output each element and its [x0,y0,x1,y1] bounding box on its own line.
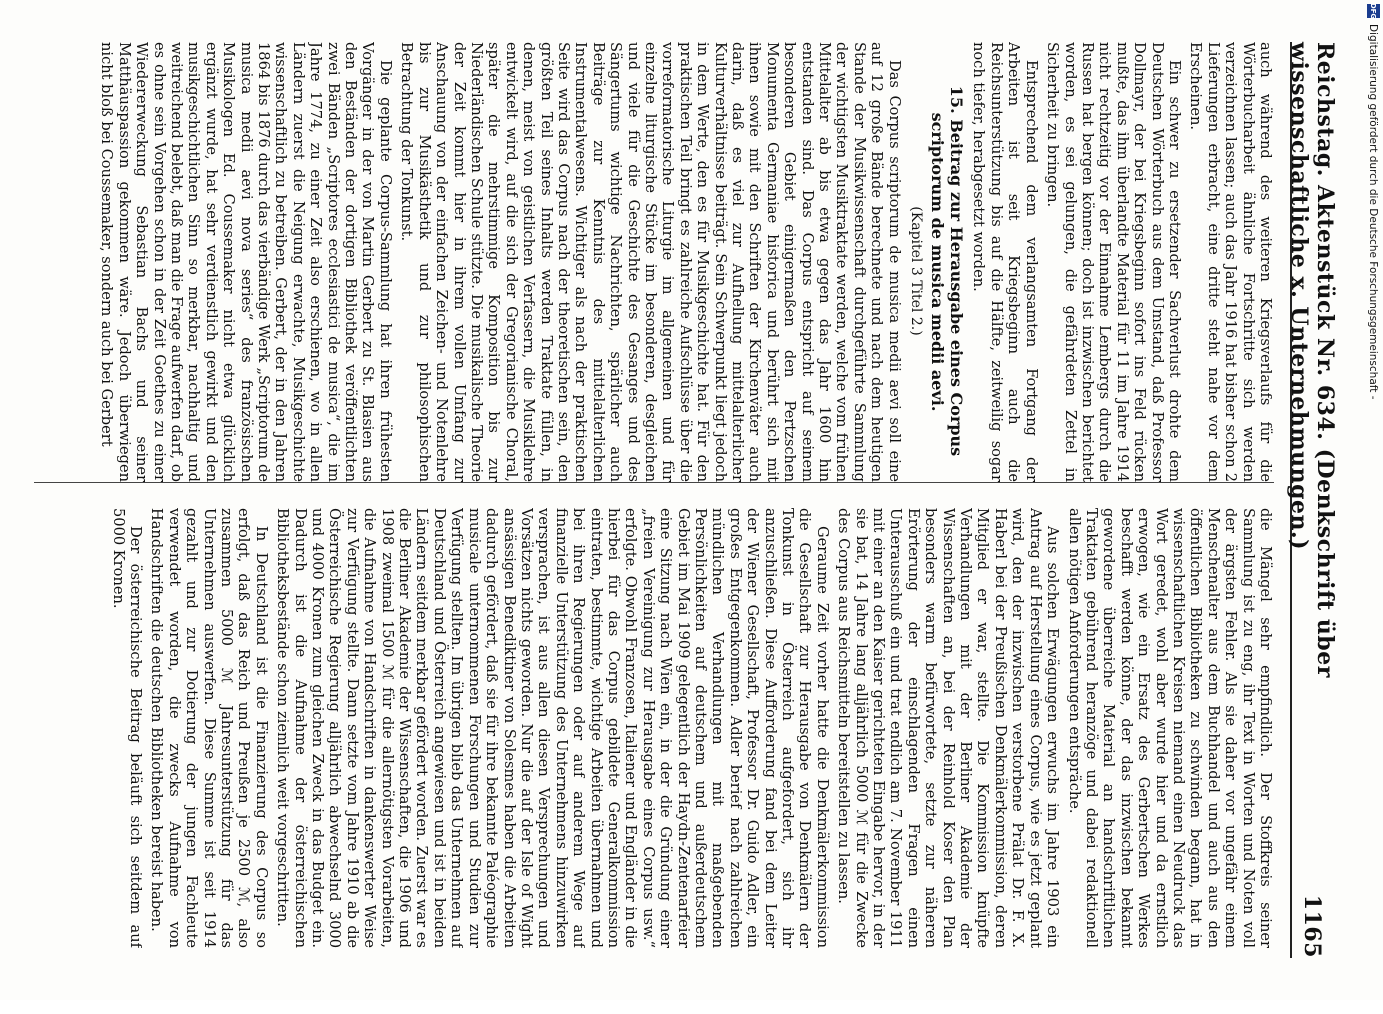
paragraph: Die geplante Corpus-Sammlung hat ihren frühesten Vorgänger in der von Martin Gerbert zu St. Blasien aus den Beständen der dortigen Bibliothek veröffentlichten zwei Bänden „Scriptores ecclesiastici de musica“, die im Jahre 1774, zu einer Zeit also erschienen, wo in allen Ländern zuerst die Neigung erwachte, Musikgeschichte wissenschaftlich zu betreiben. Gerbert, der in den Jahren 1864 bis 1876 durch das vierbändige Werk „Scriptorum de musica medii aevi nova series“ des französischen Musikologen Ed. Coussemaker nicht etwa glücklich ergänzt wurde, hat sehr verdienstlich gewirkt und den musikgeschichtlichen Sinn so merkbar, nachhaltig und weitreichend belebt, daß man die Frage aufwerfen darf, ob es ohne sein Vorgehen schon in der Zeit Goethes zu einer Wiedererweckung Sebastian Bachs und seiner Matthäuspassion gekommen wäre. Jedoch überwiegen nicht bloß bei Coussemaker, sondern auch bei Gerbert [98,42,394,482]
dfg-logo: DFG [1367,4,1380,18]
paragraph: In Deutschland ist die Finanzierung des Corpus so erfolgt, daß das Reich und Preußen je 2500 ℳ, also zusammen 5000 ℳ Jahresunterstützung für das Unternehmen auswerfen. Diese Summe ist seit 1914 gezahlt und zur Dotierung der jungen Fachleute verwendet worden, die zwecks Aufnahme von Handschriften die deutschen Bibliotheken bereist haben. [148,508,270,948]
left-column [34,42,1274,482]
digitization-credit [1365,6,1381,996]
paragraph: Aus solchen Erwägungen erwuchs im Jahre 1903 ein Antrag auf Herstellung eines Corpus, wie es jetzt geplant wird, den der inzwischen verstorbene Prälat Dr. F. X. Haberl bei der Preußischen Denkmälerkommission, deren Mitglied er war, stellte. Die Kommission knüpfte Verhandlungen mit der Berliner Akademie der Wissenschaften an, bei der Reinhold Koser den Plan besonders warm befürwortete, setzte zur näheren Erörterung der einschlagenden Fragen einen Unterausschuß ein und trat endlich am 7. November 1911 mit einer an den Kaiser gerichteten Eingabe hervor, in der sie bat, 14 Jahre lang alljährlich 5000 ℳ für die Zwecke des Corpus aus Reichsmitteln bereitstellen zu lassen. [835,508,1062,948]
right-column [34,508,1274,948]
section-subheading: (Kapitel 3 Titel 2.) [908,206,925,336]
header-title: Reichstag. Aktenstück Nr. 634. (Denkschrift über wissenschaftliche x. Unternehmungen.) [1286,42,1338,678]
paragraph: die Mängel sehr empfindlich. Der Stoffkreis seiner Sammlung ist zu eng, ihr Text in Worten und Noten voll der ärgsten Fehler. Als sie daher vor ungefähr einem Menschenalter aus dem Buchhandel und auch aus den öffentlichen Bibliotheken zu schwinden begann, hat in wissenschaftlichen Kreisen niemand einen Neudruck das Wort geredet, wohl aber wurde hier und da ernstlich erwogen, wie ein Ersatz des Gerbertschen Werkes beschafft werden könne, der das inzwischen bekannt gewordene überreiche Material an handschriftlichen Traktaten gebührend heranzöge und dabei redaktionell allen nötigen Anforderungen entspräche. [1065,508,1274,948]
page-number: 1165 [1299,894,1325,958]
paragraph: Das Corpus scriptorum de musica medii aevi soll eine auf 12 große Bände berechnete und nach dem heutigen Stande der Musikwissenschaft durchgeführte Sammlung der wichtigsten Musiktraktate werden, welche vom frühen Mittelalter ab bis etwa gegen das Jahr 1600 hin entstanden sind. Das Corpus entspricht auf seinem besonderen Gebiet einigermaßen den Pertzschen Monumenta Germaniae historica und berührt sich mit ihnen sowie mit den Schriften der Kirchenväter auch darin, daß es viel zur Aufhellung mittelalterlicher Kulturverhältnisse beiträgt. Sein Schwerpunkt liegt jedoch in dem Werte, den es für Musikgeschichte hat. Für den praktischen Teil bringt es zahlreiche Aufschlüsse über die vorreformatorische Liturgie im allgemeinen und für einzelne liturgische Stücke im besonderen, desgleichen und viele für die Geschichte des Gesanges und des Sängertums wichtige Nachrichten, spärlicher auch Beiträge zur Kenntnis des mittelalterlichen Instrumentalwesens. Wichtiger als nach der praktischen Seite wird das Corpus nach der theoretischen sein, den größten Teil seines Inhalts werden Traktate füllen, in denen, meist von geistlichen Verfassern, die Musiklehre entwickelt wird, auf die sich der Gregorianische Choral, später die mehrstimmige Komposition bis zur Niederländischen Schule stützte. Die musikalische Theorie der Zeit kommt hier in ihrem vollen Umfang zur Anschauung von der einfachen Zeichen- und Notenlehre bis zur Musikästhetik und zur philosophischen Betrachtung der Tonkunst. [398,42,903,482]
paragraph: Der österreichische Beitrag beläuft sich seitdem auf 5000 Kronen. [109,508,144,948]
paragraph: Ein schwer zu ersetzender Sachverlust drohte dem Deutschen Wörterbuch aus dem Umstand, daß Professor Dollmayr, der bei Kriegsbeginn sofort ins Feld rücken mußte, das ihm überlandte Material für 11 im Jahre 1914 nicht rechtzeitig vor der Einnahme Lembergs durch die Russen hat bergen können; doch ist inzwischen berichtet worden, es sei gelungen, die gefährdeten Zettel in Sicherheit zu bringen. [1044,42,1183,482]
credit-text: Digitalisierung gefördert durch die Deutsche Forschungsgemeinschaft - [1367,24,1379,400]
section-heading: 15. Beitrag zur Herausgabe eines Corpus scriptorum de musica medii aevi. [928,85,967,457]
running-header [1286,42,1338,958]
column-divider [34,482,1274,483]
paragraph: Geraume Zeit vorher hatte die Denkmälerkommission die Gesellschaft zur Herausgabe von Denkmälern der Tonkunst in Österreich aufgefordert, sich ihr anzuschließen. Diese Aufforderung fand bei dem Leiter der Wiener Gesellschaft, Professor Dr. Guido Adler, ein großes Entgegenkommen. Adler berief nach zahlreichen mündlichen Verhandlungen mit maßgebenden Persönlichkeiten auf deutschem und außerdeutschem Gebiet im Mai 1909 gelegentlich der Haydn-Zentenarfeier eine Sitzung nach Wien ein, in der die Gründung einer „freien Vereinigung zur Herausgabe eines Corpus usw.“ erfolgte. Obwohl Franzosen, Italiener und Engländer in die hierbei für das Corpus gebildete Generalkommission eintraten, bestimmte, wichtige Arbeiten übernahmen und bei ihren Regierungen oder auf anderem Wege auf finanzielle Unterstützung des Unternehmens hinzuwirken versprachen, ist aus allen diesen Versprechungen und Vorsätzen nichts geworden. Nur die auf der Isle of Wight ansässigen Benediktiner von Solesmes haben die Arbeiten dadurch gefördert, daß sie für ihre bekannte Paléographie musicale unternommenen Forschungen und Studien zur Verfügung stellten. Im übrigen blieb das Unternehmen auf Deutschland und Österreich angewiesen und ist in beiden Ländern seitdem merkbar gefördert worden. Zuerst war es die Berliner Akademie der Wissenschaften, die 1906 und 1908 zweimal 1500 ℳ für die allernötigsten Vorarbeiten, die Aufnahme von Handschriften in dankenswerter Weise zur Verfügung stellte. Dann setzte vom Jahre 1910 ab die Österreichische Regierung alljährlich abwechselnd 3000 und 4000 Kronen zum gleichen Zweck in das Budget ein. Dadurch ist die Aufnahme der österreichischen Bibliotheksbestände schon ziemlich weit vorgeschritten. [274,508,831,948]
paragraph: auch während des weiteren Kriegsverlaufs für die Wörterbucharbeit ähnliche Fortschritte sich werden verzeichnen lassen; auch das Jahr 1916 hat bisher schon 2 Lieferungen erbracht, eine dritte steht nahe vor dem Erscheinen. [1187,42,1274,482]
paragraph: Entsprechend dem verlangsamten Fortgang der Arbeiten ist seit Kriegsbeginn auch die Reichsunterstützung bis auf die Hälfte, zeitweilig sogar noch tiefer, herabgesetzt worden. [970,42,1040,482]
